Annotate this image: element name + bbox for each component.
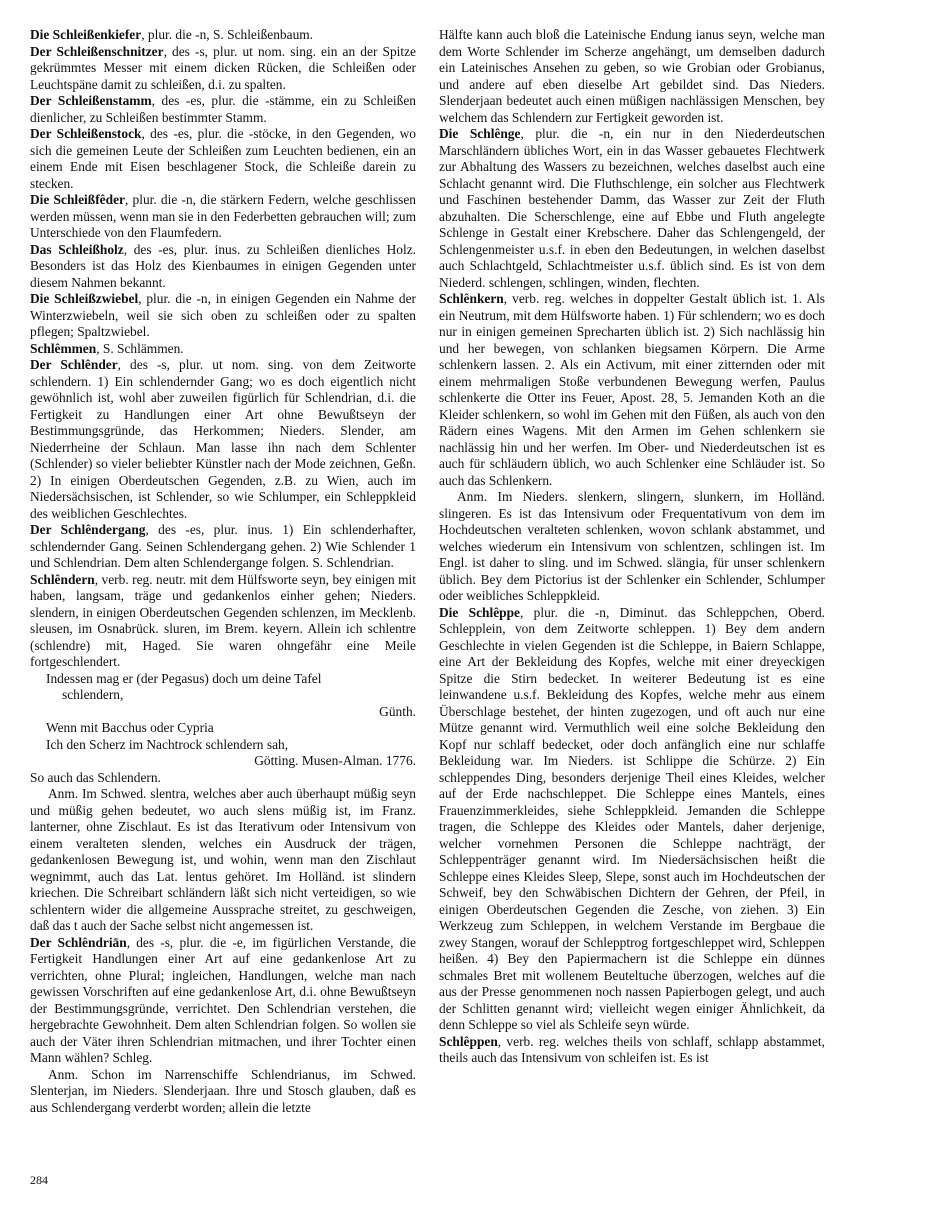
entry-body: , des -s, plur. ut nom. sing. ein an der Spitze gekrümmtes Messer mit einem dicken Rücken, die Schleißen oder Leuchtspäne damit zu schleißen, d.i. zu spalten. bbox=[30, 43, 416, 92]
entry-schlenge bbox=[439, 126, 825, 291]
verse-line: Ich den Scherz im Nachtrock schlendern sah, bbox=[46, 736, 289, 752]
headword: Die Schleißzwiebel bbox=[30, 291, 139, 306]
entry-schleissenkiefer bbox=[30, 27, 416, 44]
headword: Der Schlêndriān bbox=[30, 934, 127, 950]
entry-body: , des -es, plur. die -stämme, ein zu Schleißen dienlicher, zu Schleißen bestimmter Stamm. bbox=[30, 93, 416, 125]
entry-schleissholz bbox=[30, 242, 416, 292]
right-column bbox=[439, 27, 825, 1177]
left-column bbox=[30, 27, 416, 1177]
entry-schlemmen bbox=[30, 341, 416, 358]
entry-body: , des -es, plur. inus. zu Schleißen dienliches Holz. Besonders ist das Holz des Kienbaumes in einigen Gegenden unter diesem Nahmen bekannt. bbox=[30, 241, 416, 290]
entry-body: , des -es, plur. die -stöcke, in den Gegenden, wo sich die gemeinen Leute der Schleißen zum Leuchten bedienen, ein an einem Ende mit Eisen beschlagener Stock, die Schleiße darein zu stecken. bbox=[30, 126, 416, 191]
verse-line: Wenn mit Bacchus oder Cypria bbox=[46, 720, 214, 735]
verse-quote-goetting bbox=[46, 720, 416, 770]
entry-schleppe bbox=[439, 605, 825, 1034]
entry-body: , des -s, plur. ut nom. sing. von dem Zeitworte schlendern. 1) Ein schlendernder Gang; wo es doch eigentlich nicht gewöhnlich ist, wohl aber zuweilen figürlich für Schlendrian, d.i. die Fertigkeit zu Handlungen einer Art ohne Bewußtseyn der Bestimmungsgründe, das Herkommen; Nieders. Slender, am Niederrheine der Schlaun. Man lasse ihn nach dem Schlenter (Schlender) so vieler beliebter Künstler nach der Mode zeichnen, Geßn. 2) In einigen Oberdeutschen Gegenden, z.B. zu Wien, auch im Niedersächsischen, ist Schlender, so wie Schlumper, ein Schleppkleid des weiblichen Geschlechtes. bbox=[30, 357, 416, 521]
headword: Schlêndern bbox=[30, 571, 95, 587]
verse-quote-guenther bbox=[46, 671, 416, 721]
verse-line: schlendern, bbox=[62, 687, 124, 702]
entry-schlender bbox=[30, 357, 416, 522]
headword: Schlênkern bbox=[439, 291, 504, 306]
entry-body: , plur. die -n, Diminut. das Schleppchen, Oberd. Schlepplein, von dem Zeitworte schleppen. 1) Bey dem andern Geschlechte in vielen Gegenden ist die Schleppe, in Baiern Schlappe, eine Art der Bekleidung des Kopfes, welche mit einer dreyeckigen Spitze die Stirn bedecket. In weiterer Bedeutung ist es eine leinwandene u.s.f. Bekleidung des Kopfes, welche mehr aus einem Überschlage bestehet, der hinten zugezogen, und oft auch nur eine Mütze genannt wird. Vermuthlich weil eine solche Bekleidung den Kopf nur schlaff bedecket, oder doch anfänglich eine nur schlaffe Bekleidung war. Im Nieders. ist Schlippe die Schürze. 2) Ein schleppendes Ding, besonders derjenige Theil eines Kleides, welcher auf der Erde nachschleppet. Die Schleppe eines Mantels, eines Frauenzimmerkleides, siehe Schleppkleid. Jemanden die Schleppe tragen, die Schleppe des Kleides oder Mantels, daher derjenige, welcher vornehmen Personen die Schleppe nachträgt, der Schleppenträger genannt wird. Im Niedersächsischen heißt die Schleppe eines Kleides Sleep, Slepe, sonst auch im Hochdeutschen der Schweif, bey den Schwäbischen Dichtern der Gehren, der Pfeil, in einigen Oberdeutschen Gegenden die Zesche, von ziehen. 3) Ein Werkzeug zum Schleppen, in welchem Verstande im Bergbaue die zwey Stangen, worauf der Schlepptrog fortgeschleppet wird, Schleppen heißen. 4) Bey den Papiermachern ist die Schleppe ein dünnes schmales Bret mit wollenem Beuteltuche überzogen, welches auf die aus der Presse genommenen noch nassen Papierbogen gelegt, und auch der Schlitten genannt wird; vielleicht wegen einiger Ähnlichkeit, da denn Schleppe so viel als Schleife seyn würde. bbox=[439, 604, 825, 1032]
headword: Das Schleißholz bbox=[30, 241, 124, 257]
annotation-note: Anm. Schon im Narrenschiffe Schlendrianus, im Schwed. Slenterjan, im Nieders. Slenderjaan. Ihre und Stosch glauben, daß es aus Schlendergang verderbt worden; allein die letzte bbox=[30, 1066, 416, 1115]
entry-schlendern bbox=[30, 572, 416, 671]
headword: Der Schleißenstock bbox=[30, 126, 142, 141]
entry-schlenkern bbox=[439, 291, 825, 489]
headword: Die Schlênge bbox=[439, 126, 521, 141]
headword: Die Schleißfêder bbox=[30, 192, 125, 207]
entry-body: , plur. die -n, ein nur in den Niederdeutschen Marschländern übliches Wort, ein in das Wasser gebauetes Flechtwerk zur Abhaltung des Wassers zu bezeichnen, welches daselbst auch eine Schlacht genannt wird. Die Fluthschlenge, ein solcher aus Flechtwerk und Faschinen bestehender Damm, das Wasser zur Zeit der Fluth abzuhalten. Die Scherschlenge, eine auf Ebbe und Fluth angelegte Schlenge in Gestalt einer Krebschere. Daher das Schlengengeld, der Schlengenmeister u.s.f. in eben den Bedeutungen, in welchen daselbst auch Schlachtgeld, Schlachtmeister u.s.f. üblich sind. Es ist von dem Niederd. schlengen, schlingen, winden, flechten. bbox=[439, 126, 825, 290]
entry-schlendergang bbox=[30, 522, 416, 572]
entry-body: , S. Schlämmen. bbox=[96, 340, 184, 356]
verse-source: Götting. Musen-Alman. 1776. bbox=[254, 753, 416, 768]
headword: Der Schlênder bbox=[30, 357, 118, 372]
headword: Die Schlêppe bbox=[439, 604, 520, 620]
annotation-note: Anm. Im Nieders. slenkern, slingern, slunkern, im Holländ. slingeren. Es ist das Intensivum oder Frequentativum von dem im Hochdeutschen veralteten schlenken, wovon schlank abstammet, und welches wiederum ein Intensivum von schlentzen, schlingen ist. Im Engl. ist daher to sling. und im Schwed. slängia, für unser schlenkern üblich. Bey dem Pictorius ist der Schlenker ein Schlender, Schlumper oder weibliches Schleppkleid. bbox=[439, 489, 825, 603]
page-number: 284 bbox=[30, 1173, 48, 1187]
paragraph-continuation: Hälfte kann auch bloß die Lateinische Endung ianus seyn, welche man dem Worte Schlender im Scherze angehängt, um demselben dadurch ein Lateinisches Ansehen zu geben, so wie Grobian oder Grobianus, und andere auf eben dieselbe Art gebildet sind. Das Nieders. Slenderjaan bedeutet auch einen müßigen nachlässigen Menschen, bey welchem das Schlendern zur Fertigkeit geworden ist. bbox=[439, 27, 825, 125]
entry-body: , plur. die -n, die stärkern Federn, welche geschlissen werden müssen, wenn man sie in den Federbetten gebrauchen will; zum Unterschiede von den Flaumfedern. bbox=[30, 192, 416, 240]
paragraph: So auch das Schlendern. bbox=[30, 769, 161, 785]
verse-source: Günth. bbox=[379, 703, 416, 719]
entry-schleissenstock bbox=[30, 126, 416, 192]
entry-schlendrian bbox=[30, 935, 416, 1067]
entry-body: , verb. reg. welches theils von schlaff, schlapp abstammet, theils auch das Intensivum von schleifen ist. Es ist bbox=[439, 1033, 825, 1065]
entry-schleissenschnitzer bbox=[30, 44, 416, 94]
headword: Schlêmmen bbox=[30, 340, 97, 356]
entry-body: , verb. reg. neutr. mit dem Hülfsworte seyn, bey einigen mit haben, langsam, träge und gedankenlos einher gehen; Nieders. slendern, in einigen Oberdeutschen Gegenden schlenzen, im Mecklenb. sleusen, im Osnabrück. sluren, im Brem. keyern. Allein ich schlentre (schlendre) mit, Haged. Sie waren ohngefähr eine Meile fortgeschlendert. bbox=[30, 571, 416, 669]
annotation-note: Anm. Im Schwed. slentra, welches aber auch überhaupt müßig seyn und müßig gehen bedeutet, wo auch slens müßig ist, im Franz. lanterner, ohne Zischlaut. Es ist das Iterativum oder Intensivum von einem veralteten slenden, welches ein Ausdruck der trägen, gedankenlosen Bewegung ist, und wohin, wenn man den Zischlaut wegnimmt, auch das Lat. lentus gehöret. Im Holländ. ist slindern kriechen. Die Schreibart schländern läßt sich nicht verteidigen, so wie schlentern wider die allgemeine Aussprache streitet, zu geschweigen, daß das t auch der Sache selbst nicht angemessen ist. bbox=[30, 786, 416, 933]
entry-body: , verb. reg. welches in doppelter Gestalt üblich ist. 1. Als ein Neutrum, mit dem Hülfsworte haben. 1) Für schlendern; wo es doch nur in einigen gemeinen Sprecharten üblich ist. 2) Sich nachlässig hin und her bewegen, von schlanken biegsamen Körpern. Die Arme schlenkern lassen. 2. Als ein Activum, mit einer zitternden oder mit einem mehrmaligen Stoße verbundenen Bewegung werfen, Paulus schlenkerte die Otter ins Feuer, Apost. 28, 5. Jemanden Koth an die Kleider schlenkern, so wohl im Gehen mit den Füßen, als auch von den Rädern eines Wagens. Mit den Armen im Gehen schlenkern sie nachlässig hin und her werfen. Im Ober- und Niederdeutschen ist es auch für schläudern üblich, wo auch Schlenker eine Schläuder ist. So auch das Schlenkern. bbox=[439, 291, 825, 488]
headword: Schlêppen bbox=[439, 1033, 498, 1049]
entry-schleissenstamm bbox=[30, 93, 416, 126]
verse-line: Indessen mag er (der Pegasus) doch um deine Tafel bbox=[46, 670, 322, 686]
headword: Der Schlêndergang bbox=[30, 522, 146, 537]
entry-body: , plur. die -n, in einigen Gegenden ein Nahme der Winterzwiebeln, weil sie sich oben zu schleißen oder zu spalten pflegen; Spaltzwiebel. bbox=[30, 291, 416, 339]
entry-body: , plur. die -n, S. Schleißenbaum. bbox=[141, 27, 314, 42]
entry-schleppen bbox=[439, 1034, 825, 1067]
entry-body: , des -es, plur. inus. 1) Ein schlenderhafter, schlendernder Gang. Seinen Schlendergang gehen. 2) Wie Schlender 1 und Schlendrian. Dem alten Schlendergange folgen. S. Schlendrian. bbox=[30, 522, 416, 570]
headword: Die Schleißenkiefer bbox=[30, 27, 142, 42]
entry-schleissfeder bbox=[30, 192, 416, 242]
entry-schleisszwiebel bbox=[30, 291, 416, 341]
entry-body: , des -s, plur. die -e, im figürlichen Verstande, die Fertigkeit Handlungen einer Art auf eine gedankenlose Art zu verrichten, ohne Plural; ingleichen, Handlungen, welche man nach gewissen Vorschriften auf eine gedankenlose Art, d.i. ohne Bewußtseyn der Bestimmungsgründe, verrichtet. Den Schlendrian verstehen, die hergebrachte Gewohnheit. Dem alten Schlendrian folgen. So wollen sie auch der Väter ihren Schlendrian mitmachen, und ihrer Tochter einen Mann wählen? Schleg. bbox=[30, 934, 416, 1065]
headword: Der Schleißenschnitzer bbox=[30, 43, 164, 59]
headword: Der Schleißenstamm bbox=[30, 93, 152, 108]
